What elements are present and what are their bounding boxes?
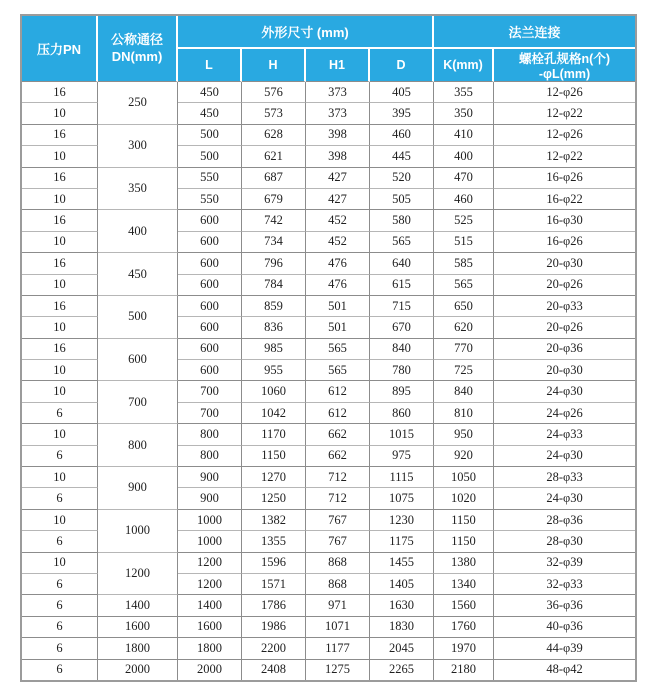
- cell-h: 1060: [242, 381, 306, 402]
- header-col-l: L: [178, 49, 242, 82]
- cell-l: 1800: [178, 638, 242, 659]
- table-row: [22, 617, 635, 638]
- cell-d: 445: [370, 146, 434, 167]
- cell-d: 615: [370, 275, 434, 296]
- cell-pn: 10: [22, 146, 98, 167]
- cell-h: 1786: [242, 595, 306, 616]
- cell-d: 715: [370, 296, 434, 317]
- cell-h1: 373: [306, 103, 370, 124]
- cell-pn: 10: [22, 360, 98, 381]
- table-row: [22, 510, 635, 531]
- cell-l: 1600: [178, 617, 242, 638]
- cell-h: 1042: [242, 403, 306, 424]
- cell-l: 550: [178, 189, 242, 210]
- cell-k: 1050: [434, 467, 494, 488]
- cell-dn: 1000: [98, 510, 178, 553]
- cell-k: 920: [434, 446, 494, 467]
- cell-pn: 16: [22, 253, 98, 274]
- cell-dn: 900: [98, 467, 178, 510]
- cell-pn: 10: [22, 317, 98, 338]
- cell-pn: 6: [22, 446, 98, 467]
- cell-pn: 10: [22, 467, 98, 488]
- cell-l: 600: [178, 210, 242, 231]
- table-row: [22, 467, 635, 488]
- header-col-bolt-spec: 螺栓孔规格n(个) -φL(mm): [494, 49, 635, 82]
- cell-bolt: 36-φ36: [494, 595, 635, 616]
- cell-h: 687: [242, 168, 306, 189]
- cell-d: 460: [370, 125, 434, 146]
- cell-h1: 612: [306, 403, 370, 424]
- cell-dn: 600: [98, 339, 178, 382]
- cell-d: 1230: [370, 510, 434, 531]
- cell-h: 2200: [242, 638, 306, 659]
- cell-pn: 16: [22, 82, 98, 103]
- cell-pn: 16: [22, 168, 98, 189]
- cell-dn: 1400: [98, 595, 178, 616]
- cell-pn: 10: [22, 189, 98, 210]
- cell-d: 580: [370, 210, 434, 231]
- cell-d: 1015: [370, 424, 434, 445]
- cell-k: 725: [434, 360, 494, 381]
- cell-k: 1340: [434, 574, 494, 595]
- cell-l: 900: [178, 467, 242, 488]
- cell-d: 520: [370, 168, 434, 189]
- cell-l: 450: [178, 103, 242, 124]
- cell-h: 1170: [242, 424, 306, 445]
- cell-h: 1596: [242, 553, 306, 574]
- cell-bolt: 12-φ22: [494, 146, 635, 167]
- cell-h1: 427: [306, 168, 370, 189]
- header-nominal-diameter-line1: 公称通径: [110, 31, 163, 47]
- cell-h1: 1071: [306, 617, 370, 638]
- cell-d: 1830: [370, 617, 434, 638]
- table-row: [22, 296, 635, 317]
- cell-bolt: 20-φ33: [494, 296, 635, 317]
- cell-h1: 712: [306, 467, 370, 488]
- cell-h: 742: [242, 210, 306, 231]
- cell-h: 1270: [242, 467, 306, 488]
- cell-h1: 427: [306, 189, 370, 210]
- cell-dn: 500: [98, 296, 178, 339]
- cell-d: 1405: [370, 574, 434, 595]
- header-col-d: D: [370, 49, 434, 82]
- cell-dn: 450: [98, 253, 178, 296]
- cell-h: 859: [242, 296, 306, 317]
- cell-pn: 16: [22, 125, 98, 146]
- cell-bolt: 16-φ26: [494, 232, 635, 253]
- header-pressure-pn: 压力PN: [22, 16, 98, 82]
- cell-pn: 16: [22, 210, 98, 231]
- header-nominal-diameter: [98, 16, 178, 82]
- cell-k: 1970: [434, 638, 494, 659]
- cell-pn: 6: [22, 531, 98, 552]
- cell-l: 600: [178, 296, 242, 317]
- header-flange-connection: 法兰连接: [434, 16, 635, 49]
- table-row: [22, 660, 635, 680]
- cell-d: 1630: [370, 595, 434, 616]
- cell-bolt: 24-φ30: [494, 488, 635, 509]
- cell-pn: 10: [22, 103, 98, 124]
- spec-table: [22, 16, 635, 680]
- header-nominal-diameter-line2: DN(mm): [111, 48, 163, 64]
- cell-bolt: 28-φ36: [494, 510, 635, 531]
- table-row: [22, 82, 635, 103]
- cell-h1: 662: [306, 424, 370, 445]
- cell-l: 700: [178, 381, 242, 402]
- cell-k: 355: [434, 82, 494, 103]
- cell-dn: 250: [98, 82, 178, 125]
- cell-k: 470: [434, 168, 494, 189]
- cell-d: 1455: [370, 553, 434, 574]
- cell-dn: 300: [98, 125, 178, 168]
- cell-k: 585: [434, 253, 494, 274]
- header-col-k: K(mm): [434, 49, 494, 82]
- cell-pn: 16: [22, 296, 98, 317]
- cell-h: 734: [242, 232, 306, 253]
- cell-h1: 971: [306, 595, 370, 616]
- cell-k: 840: [434, 381, 494, 402]
- cell-h1: 767: [306, 510, 370, 531]
- cell-bolt: 24-φ26: [494, 403, 635, 424]
- cell-k: 950: [434, 424, 494, 445]
- cell-l: 600: [178, 317, 242, 338]
- cell-h: 576: [242, 82, 306, 103]
- cell-pn: 10: [22, 510, 98, 531]
- cell-h1: 1275: [306, 660, 370, 680]
- cell-k: 1150: [434, 531, 494, 552]
- cell-bolt: 24-φ30: [494, 446, 635, 467]
- cell-bolt: 28-φ33: [494, 467, 635, 488]
- cell-bolt: 16-φ22: [494, 189, 635, 210]
- table-row: [22, 424, 635, 445]
- cell-h1: 476: [306, 275, 370, 296]
- cell-d: 780: [370, 360, 434, 381]
- cell-h1: 452: [306, 210, 370, 231]
- cell-bolt: 44-φ39: [494, 638, 635, 659]
- table-row: [22, 638, 635, 659]
- cell-d: 1115: [370, 467, 434, 488]
- cell-bolt: 12-φ22: [494, 103, 635, 124]
- cell-dn: 1600: [98, 617, 178, 638]
- header-outline-dimensions: 外形尺寸 (mm): [178, 16, 434, 49]
- cell-l: 2000: [178, 660, 242, 680]
- cell-bolt: 16-φ26: [494, 168, 635, 189]
- cell-bolt: 32-φ39: [494, 553, 635, 574]
- cell-k: 1150: [434, 510, 494, 531]
- table-row: [22, 553, 635, 574]
- cell-h1: 398: [306, 125, 370, 146]
- cell-h1: 868: [306, 574, 370, 595]
- cell-h1: 662: [306, 446, 370, 467]
- cell-pn: 10: [22, 553, 98, 574]
- cell-h: 985: [242, 339, 306, 360]
- cell-h: 2408: [242, 660, 306, 680]
- cell-bolt: 20-φ36: [494, 339, 635, 360]
- cell-dn: 800: [98, 424, 178, 467]
- cell-k: 620: [434, 317, 494, 338]
- cell-l: 500: [178, 146, 242, 167]
- cell-pn: 6: [22, 488, 98, 509]
- cell-pn: 6: [22, 660, 98, 680]
- header-col-h: H: [242, 49, 306, 82]
- cell-pn: 6: [22, 403, 98, 424]
- spec-table-body: [22, 82, 635, 680]
- cell-l: 1000: [178, 510, 242, 531]
- cell-pn: 6: [22, 617, 98, 638]
- cell-h1: 712: [306, 488, 370, 509]
- cell-d: 565: [370, 232, 434, 253]
- cell-h: 573: [242, 103, 306, 124]
- cell-k: 810: [434, 403, 494, 424]
- cell-bolt: 24-φ30: [494, 381, 635, 402]
- cell-bolt: 28-φ30: [494, 531, 635, 552]
- cell-l: 500: [178, 125, 242, 146]
- cell-dn: 1800: [98, 638, 178, 659]
- cell-k: 350: [434, 103, 494, 124]
- table-row: [22, 253, 635, 274]
- cell-k: 515: [434, 232, 494, 253]
- cell-k: 1760: [434, 617, 494, 638]
- table-row: [22, 168, 635, 189]
- cell-d: 640: [370, 253, 434, 274]
- cell-k: 565: [434, 275, 494, 296]
- cell-bolt: 12-φ26: [494, 125, 635, 146]
- cell-pn: 6: [22, 638, 98, 659]
- spec-table-container: [20, 14, 637, 682]
- cell-k: 1380: [434, 553, 494, 574]
- table-header: [22, 16, 635, 82]
- cell-h: 1571: [242, 574, 306, 595]
- cell-l: 600: [178, 339, 242, 360]
- cell-h: 1986: [242, 617, 306, 638]
- cell-h: 784: [242, 275, 306, 296]
- table-row: [22, 339, 635, 360]
- cell-l: 1200: [178, 574, 242, 595]
- cell-h1: 1177: [306, 638, 370, 659]
- cell-l: 900: [178, 488, 242, 509]
- cell-l: 800: [178, 446, 242, 467]
- cell-d: 975: [370, 446, 434, 467]
- cell-pn: 10: [22, 381, 98, 402]
- cell-bolt: 20-φ30: [494, 360, 635, 381]
- cell-k: 1020: [434, 488, 494, 509]
- cell-l: 700: [178, 403, 242, 424]
- cell-h: 836: [242, 317, 306, 338]
- cell-h: 1382: [242, 510, 306, 531]
- cell-h1: 565: [306, 339, 370, 360]
- cell-pn: 6: [22, 595, 98, 616]
- cell-l: 1200: [178, 553, 242, 574]
- cell-pn: 10: [22, 232, 98, 253]
- cell-bolt: 12-φ26: [494, 82, 635, 103]
- cell-k: 770: [434, 339, 494, 360]
- cell-h1: 767: [306, 531, 370, 552]
- cell-h: 628: [242, 125, 306, 146]
- cell-d: 860: [370, 403, 434, 424]
- header-row-top: [22, 16, 635, 49]
- cell-d: 395: [370, 103, 434, 124]
- cell-bolt: 20-φ26: [494, 317, 635, 338]
- cell-k: 525: [434, 210, 494, 231]
- cell-h1: 868: [306, 553, 370, 574]
- cell-l: 550: [178, 168, 242, 189]
- cell-pn: 6: [22, 574, 98, 595]
- cell-d: 505: [370, 189, 434, 210]
- cell-pn: 16: [22, 339, 98, 360]
- cell-bolt: 16-φ30: [494, 210, 635, 231]
- cell-h: 621: [242, 146, 306, 167]
- cell-d: 2265: [370, 660, 434, 680]
- cell-h1: 501: [306, 296, 370, 317]
- cell-h: 955: [242, 360, 306, 381]
- header-col-h1: H1: [306, 49, 370, 82]
- cell-k: 650: [434, 296, 494, 317]
- cell-l: 800: [178, 424, 242, 445]
- cell-l: 1000: [178, 531, 242, 552]
- cell-pn: 10: [22, 424, 98, 445]
- cell-l: 600: [178, 253, 242, 274]
- cell-bolt: 20-φ26: [494, 275, 635, 296]
- cell-h: 1150: [242, 446, 306, 467]
- cell-k: 400: [434, 146, 494, 167]
- cell-h1: 612: [306, 381, 370, 402]
- cell-bolt: 48-φ42: [494, 660, 635, 680]
- cell-d: 1175: [370, 531, 434, 552]
- cell-l: 1400: [178, 595, 242, 616]
- cell-h1: 565: [306, 360, 370, 381]
- cell-bolt: 24-φ33: [494, 424, 635, 445]
- cell-h: 679: [242, 189, 306, 210]
- cell-h1: 398: [306, 146, 370, 167]
- cell-h1: 476: [306, 253, 370, 274]
- cell-h: 796: [242, 253, 306, 274]
- cell-h: 1250: [242, 488, 306, 509]
- cell-l: 450: [178, 82, 242, 103]
- cell-d: 405: [370, 82, 434, 103]
- cell-d: 2045: [370, 638, 434, 659]
- cell-k: 1560: [434, 595, 494, 616]
- cell-pn: 10: [22, 275, 98, 296]
- table-row: [22, 381, 635, 402]
- cell-h: 1355: [242, 531, 306, 552]
- cell-h1: 373: [306, 82, 370, 103]
- cell-dn: 2000: [98, 660, 178, 680]
- cell-h1: 452: [306, 232, 370, 253]
- cell-k: 2180: [434, 660, 494, 680]
- cell-h1: 501: [306, 317, 370, 338]
- table-row: [22, 125, 635, 146]
- cell-l: 600: [178, 275, 242, 296]
- cell-k: 460: [434, 189, 494, 210]
- cell-d: 840: [370, 339, 434, 360]
- cell-l: 600: [178, 360, 242, 381]
- cell-dn: 350: [98, 168, 178, 211]
- cell-dn: 400: [98, 210, 178, 253]
- cell-k: 410: [434, 125, 494, 146]
- cell-d: 1075: [370, 488, 434, 509]
- table-row: [22, 210, 635, 231]
- cell-dn: 700: [98, 381, 178, 424]
- cell-dn: 1200: [98, 553, 178, 596]
- table-row: [22, 595, 635, 616]
- cell-bolt: 32-φ33: [494, 574, 635, 595]
- cell-bolt: 20-φ30: [494, 253, 635, 274]
- cell-d: 895: [370, 381, 434, 402]
- cell-d: 670: [370, 317, 434, 338]
- cell-bolt: 40-φ36: [494, 617, 635, 638]
- cell-l: 600: [178, 232, 242, 253]
